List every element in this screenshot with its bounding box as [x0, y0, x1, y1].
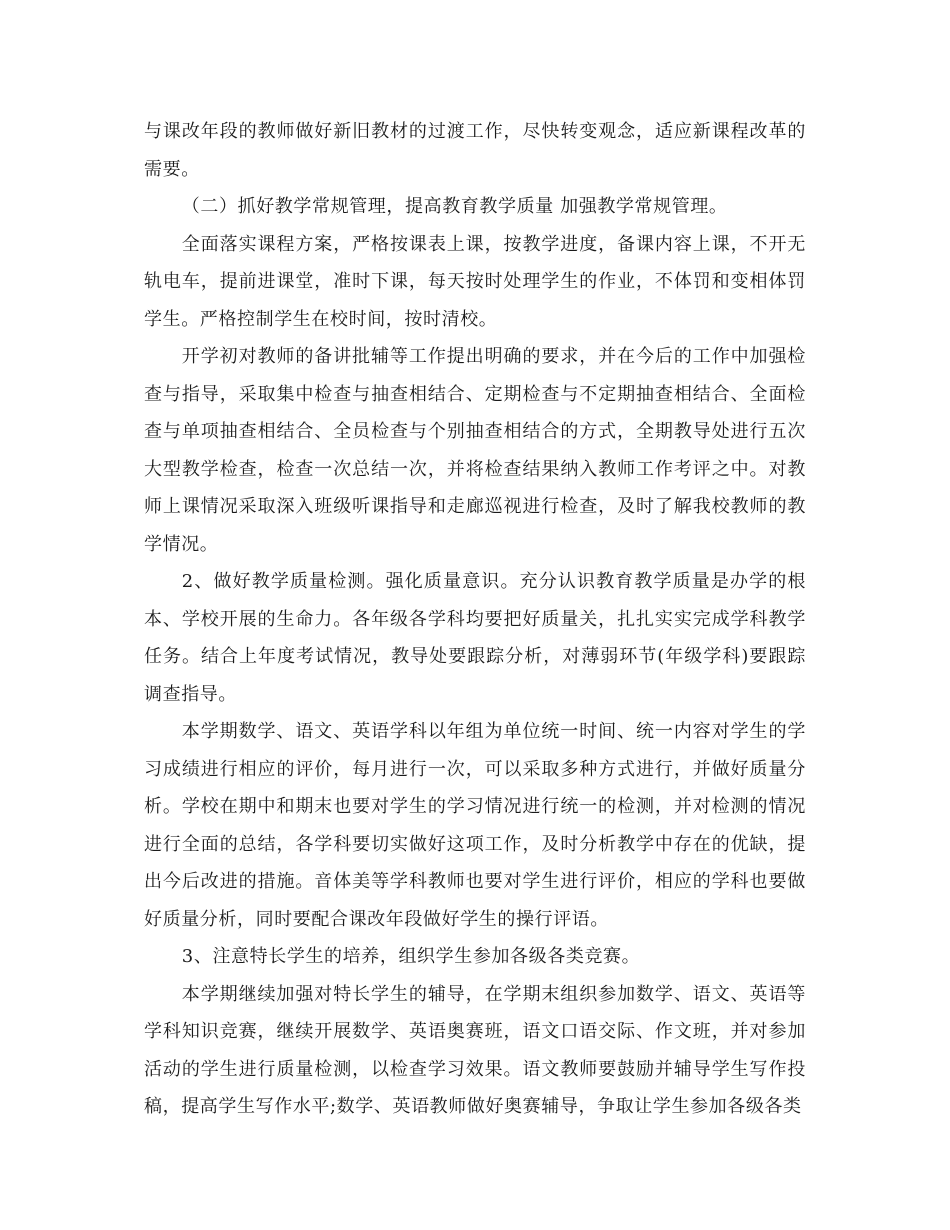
- paragraph: 全面落实课程方案，严格按课表上课，按教学进度，备课内容上课，不开无轨电车，提前进课堂，准时下课，每天按时处理学生的作业，不体罚和变相体罚学生。严格控制学生在校时间，按时清校。: [144, 233, 806, 330]
- section-heading: （二）抓好教学常规管理，提高教育教学质量 加强教学常规管理。: [181, 196, 728, 217]
- paragraph: 本学期数学、语文、英语学科以年组为单位统一时间、统一内容对学生的学习成绩进行相应的评价，每月进行一次，可以采取多种方式进行，并做好质量分析。学校在期中和期末也要对学生的学习情况进行统一的检测，并对检测的情况进行全面的总结，各学科要切实做好这项工作，及时分析教学中存在的优缺，提出今后改进的措施。音体美等学科教师也要对学生进行评价，相应的学科也要做好质量分析，同时要配合课改年段做好学生的操行评语。: [144, 721, 806, 930]
- paragraph: 本学期继续加强对特长学生的辅导，在学期末组织参加数学、语文、英语等学科知识竞赛，继续开展数学、英语奥赛班，语文口语交际、作文班，并对参加活动的学生进行质量检测，以检查学习效果。语文教师要鼓励并辅导学生写作投稿，提高学生写作水平;数学、英语教师做好奥赛辅导，争取让学生参加各级各类: [144, 983, 806, 1117]
- document-body: [144, 113, 806, 1126]
- paragraph-continuation: 与课改年段的教师做好新旧教材的过渡工作，尽快转变观念，适应新课程改革的需要。: [144, 121, 806, 180]
- paragraph: 3、注意特长学生的培养，组织学生参加各级各类竞赛。: [181, 946, 641, 967]
- paragraph: 开学初对教师的备讲批辅等工作提出明确的要求，并在今后的工作中加强检查与指导，采取集中检查与抽查相结合、定期检查与不定期抽查相结合、全面检查与单项抽查相结合、全员检查与个别抽查相结合的方式，全期教导处进行五次大型教学检查，检查一次总结一次，并将检查结果纳入教师工作考评之中。对教师上课情况采取深入班级听课指导和走廊巡视进行检查，及时了解我校教师的教学情况。: [144, 346, 806, 555]
- paragraph: 2、做好教学质量检测。强化质量意识。充分认识教育教学质量是办学的根本、学校开展的生命力。各年级各学科均要把好质量关，扎扎实实完成学科教学任务。结合上年度考试情况，教导处要跟踪分析，对薄弱环节(年级学科)要跟踪调查指导。: [144, 571, 806, 705]
